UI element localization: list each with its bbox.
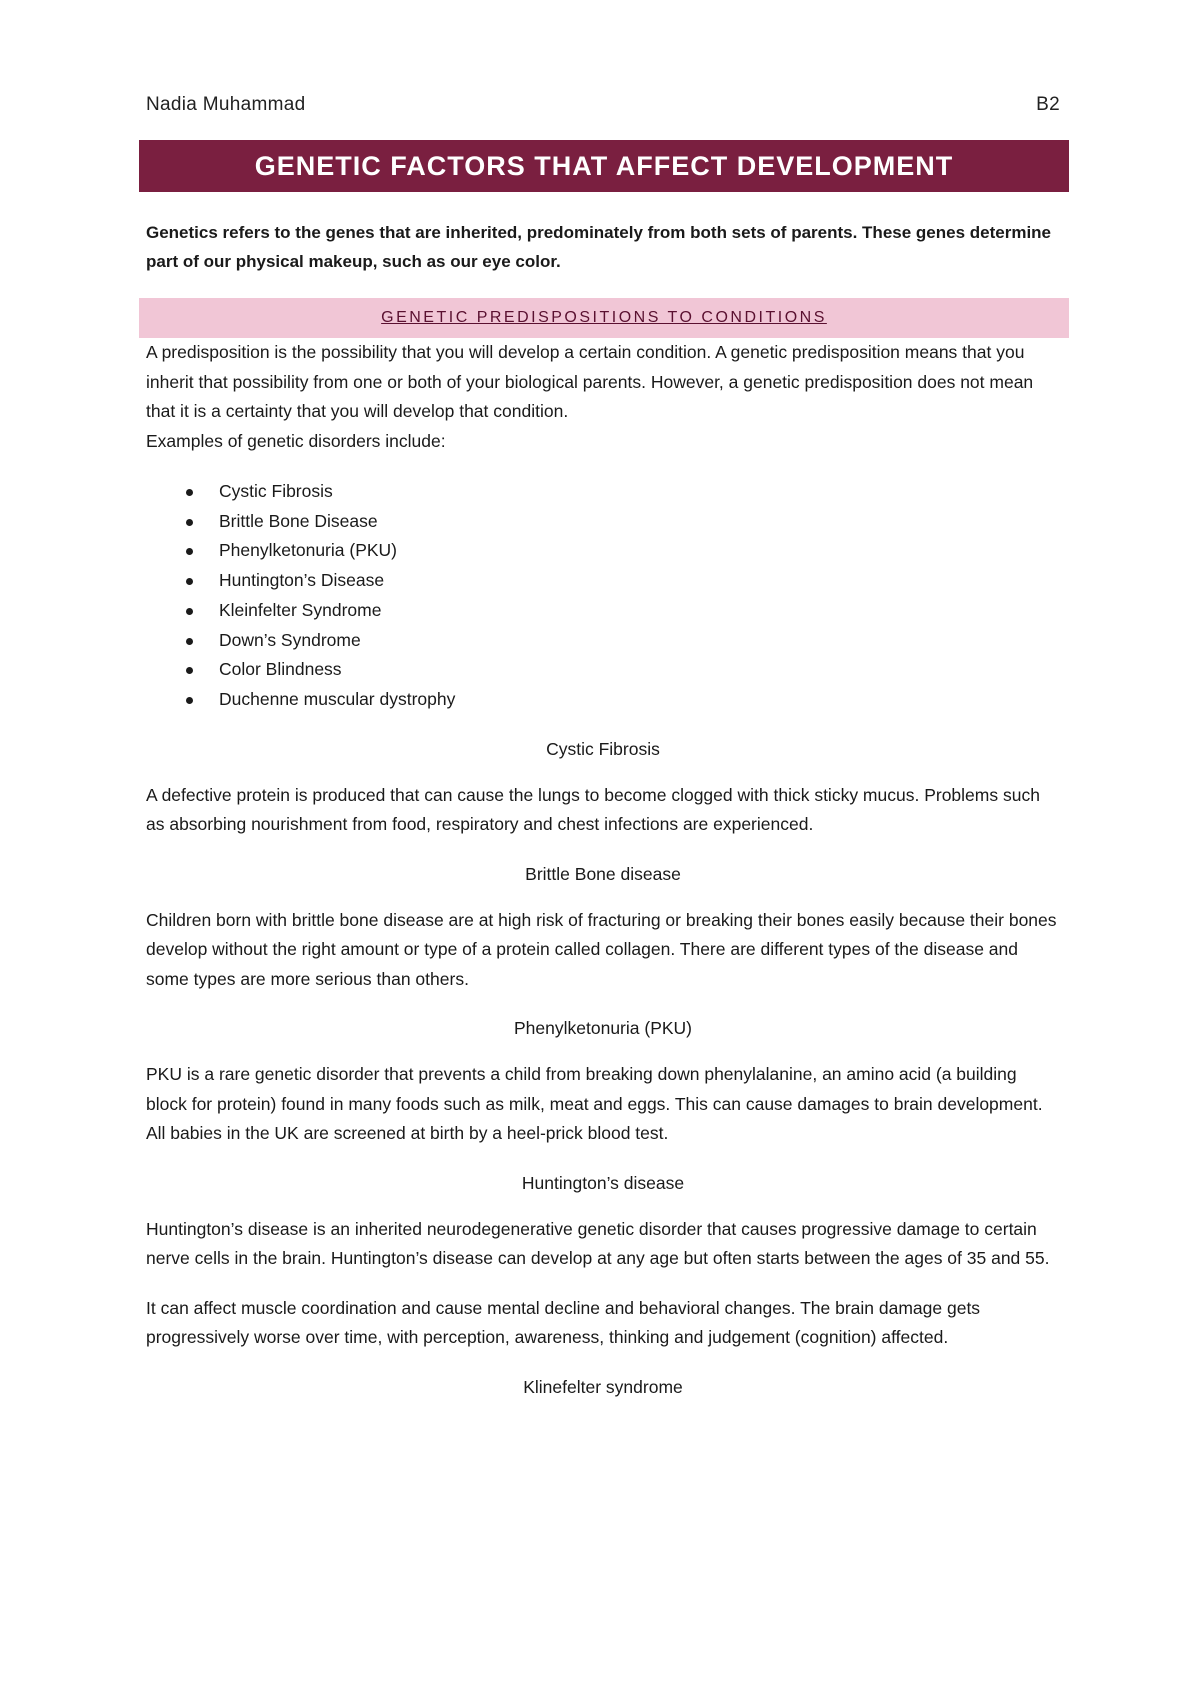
section-heading-pku: Phenylketonuria (PKU) xyxy=(514,1018,692,1039)
document-title: GENETIC FACTORS THAT AFFECT DEVELOPMENT xyxy=(254,150,954,181)
author-name: Nadia Muhammad xyxy=(146,94,306,115)
subheading-title: GENETIC PREDISPOSITIONS TO CONDITIONS xyxy=(381,309,827,326)
section-heading-cystic-fibrosis: Cystic Fibrosis xyxy=(546,738,660,759)
section-heading-brittle-bone: Brittle Bone disease xyxy=(525,863,681,884)
document-body xyxy=(146,218,1060,1419)
bullet-icon xyxy=(186,667,193,674)
list-item-label: Cystic Fibrosis xyxy=(219,481,333,501)
section-heading-huntingtons: Huntington’s disease xyxy=(521,1172,685,1193)
list-item-label: Down’s Syndrome xyxy=(219,629,361,650)
list-item xyxy=(146,477,1060,507)
list-item xyxy=(146,655,1060,685)
section-heading-klinefelter: Klinefelter syndrome xyxy=(523,1376,683,1397)
bullet-icon xyxy=(186,697,193,704)
cystic-fibrosis-paragraph: A defective protein is produced that can cause the lungs to become clogged with thick sticky mucus. Problems such as absorbing nourishment from food, respiratory and chest infections are experienced. xyxy=(146,784,1040,835)
bullet-icon xyxy=(186,489,193,496)
unit-code: B2 xyxy=(1036,94,1060,115)
list-item-label: Huntington’s Disease xyxy=(219,570,385,591)
list-item xyxy=(146,507,1060,537)
intro-paragraph: Genetics refers to the genes that are inherited, predominately from both sets of parents. These genes determine part of our physical makeup, such as our eye color. xyxy=(146,223,1052,271)
list-item xyxy=(146,536,1060,566)
list-item xyxy=(146,626,1060,656)
paragraph-spacer xyxy=(146,1274,1060,1294)
page-header xyxy=(146,94,1060,116)
pku-paragraph: PKU is a rare genetic disorder that prevents a child from breaking down phenylalanine, an amino acid (a building block for protein) found in many foods such as milk, meat and eggs. This can cause damages to brain development. All babies in the UK are screened at birth by a heel-prick blood test. xyxy=(146,1064,1043,1144)
huntingtons-paragraph: Huntington’s disease is an inherited neurodegenerative genetic disorder that causes progressive damage to certain nerve cells in the brain. Huntington’s disease can develop at any age but often starts between the ages of 35 and 55. xyxy=(146,1218,1050,1269)
bullet-icon xyxy=(186,578,193,585)
predisposition-paragraph: A predisposition is the possibility that you will develop a certain condition. A genetic predisposition means that you inherit that possibility from one or both of your biological parents. However, a genetic predisposition does not mean that it is a certainty that you will develop that condition. xyxy=(146,342,1034,421)
list-item-label: Phenylketonuria (PKU) xyxy=(219,540,397,561)
bullet-icon xyxy=(186,638,193,645)
title-banner xyxy=(139,140,1069,192)
examples-intro: Examples of genetic disorders include: xyxy=(146,430,446,451)
brittle-bone-paragraph: Children born with brittle bone disease are at high risk of fracturing or breaking their bones easily because their bones develop without the right amount or type of a protein called collagen. There are different types of the disease and some types are more serious than others. xyxy=(146,909,1057,989)
list-item-label: Duchenne muscular dystrophy xyxy=(219,688,456,709)
bullet-icon xyxy=(186,608,193,615)
huntingtons-paragraph-2: It can affect muscle coordination and cause mental decline and behavioral changes. The brain damage gets progressively worse over time, with perception, awareness, thinking and judgement (cognition) affected. xyxy=(146,1297,981,1348)
list-item xyxy=(146,566,1060,596)
list-item xyxy=(146,685,1060,715)
bullet-icon xyxy=(186,519,193,526)
list-item-label: Brittle Bone Disease xyxy=(219,510,378,531)
bullet-icon xyxy=(186,548,193,555)
subheading-banner xyxy=(139,298,1069,338)
list-item-label: Kleinfelter Syndrome xyxy=(219,599,382,620)
list-item-label: Color Blindness xyxy=(219,659,342,680)
list-item xyxy=(146,596,1060,626)
disorders-list xyxy=(146,477,1060,715)
